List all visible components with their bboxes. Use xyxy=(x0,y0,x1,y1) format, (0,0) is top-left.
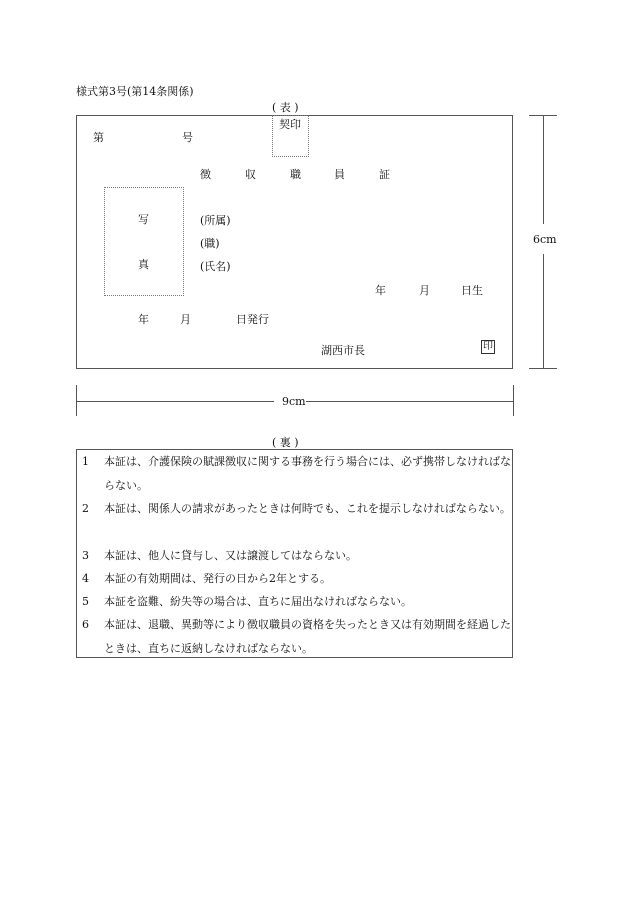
back-item-4 xyxy=(82,567,512,591)
back-item-1 xyxy=(82,450,512,497)
front-heading: ( 表 ) xyxy=(272,101,299,114)
field-position: (職) xyxy=(200,237,220,250)
issuer-seal: 印 xyxy=(483,341,493,352)
height-dim-line-upper xyxy=(543,115,544,224)
width-dim-line-right xyxy=(306,401,513,402)
height-dim-line-lower xyxy=(543,254,544,368)
issue-day: 日発行 xyxy=(236,313,269,326)
number-prefix: 第 xyxy=(93,131,104,144)
issue-year: 年 xyxy=(138,313,149,326)
card-title-char-3: 職 xyxy=(290,168,301,181)
form-title: 様式第3号(第14条関係) xyxy=(76,85,194,98)
back-item-number: 2 xyxy=(82,502,89,515)
width-dim-line-left xyxy=(76,401,274,402)
birth-month: 月 xyxy=(419,284,430,297)
back-item-text: 本証は、関係人の請求があったときは何時でも、これを提示しなければならない。 xyxy=(104,502,511,515)
width-dim-right-tick xyxy=(513,385,514,416)
card-title-char-4: 員 xyxy=(334,168,345,181)
back-item-number: 4 xyxy=(82,572,89,585)
width-label: 9cm xyxy=(282,395,306,408)
back-heading: ( 裏 ) xyxy=(272,436,299,449)
field-affiliation: (所属) xyxy=(200,214,231,227)
card-title-char-5: 証 xyxy=(379,168,390,181)
back-item-2 xyxy=(82,497,512,521)
number-suffix: 号 xyxy=(182,131,193,144)
photo-label-1: 写 xyxy=(138,213,149,226)
birth-day: 日生 xyxy=(461,284,483,297)
back-item-text: 本証は、他人に貸与し、又は譲渡してはならない。 xyxy=(104,549,357,562)
field-name: (氏名) xyxy=(200,260,231,273)
photo-label-2: 真 xyxy=(138,258,149,271)
back-item-number: 1 xyxy=(82,455,89,468)
back-item-6 xyxy=(82,613,512,660)
issuer: 湖西市長 xyxy=(321,344,365,357)
back-item-number: 5 xyxy=(82,595,89,608)
card-title-char-1: 徴 xyxy=(200,168,211,181)
back-item-text: 本証の有効期間は、発行の日から2年とする。 xyxy=(104,572,331,585)
back-item-text: 本証は、退職、異動等により徴収職員の資格を失ったとき又は有効期間を経過したときは、直ちに返納しなければならない。 xyxy=(104,618,511,655)
back-item-text: 本証を盗難、紛失等の場合は、直ちに届出なければならない。 xyxy=(104,595,412,608)
back-item-5 xyxy=(82,590,512,614)
back-item-number: 6 xyxy=(82,618,89,631)
back-item-text: 本証は、介護保険の賦課徴収に関する事務を行う場合には、必ず携帯しなければならない。 xyxy=(104,455,511,492)
height-label: 6cm xyxy=(533,233,557,246)
issue-month: 月 xyxy=(180,313,191,326)
birth-year: 年 xyxy=(375,284,386,297)
card-title-char-2: 収 xyxy=(245,168,256,181)
photo-area xyxy=(104,187,184,296)
back-item-number: 3 xyxy=(82,549,89,562)
height-dim-bottom-tick xyxy=(529,368,557,369)
seal-label: 契印 xyxy=(279,118,301,131)
back-item-3 xyxy=(82,544,512,568)
